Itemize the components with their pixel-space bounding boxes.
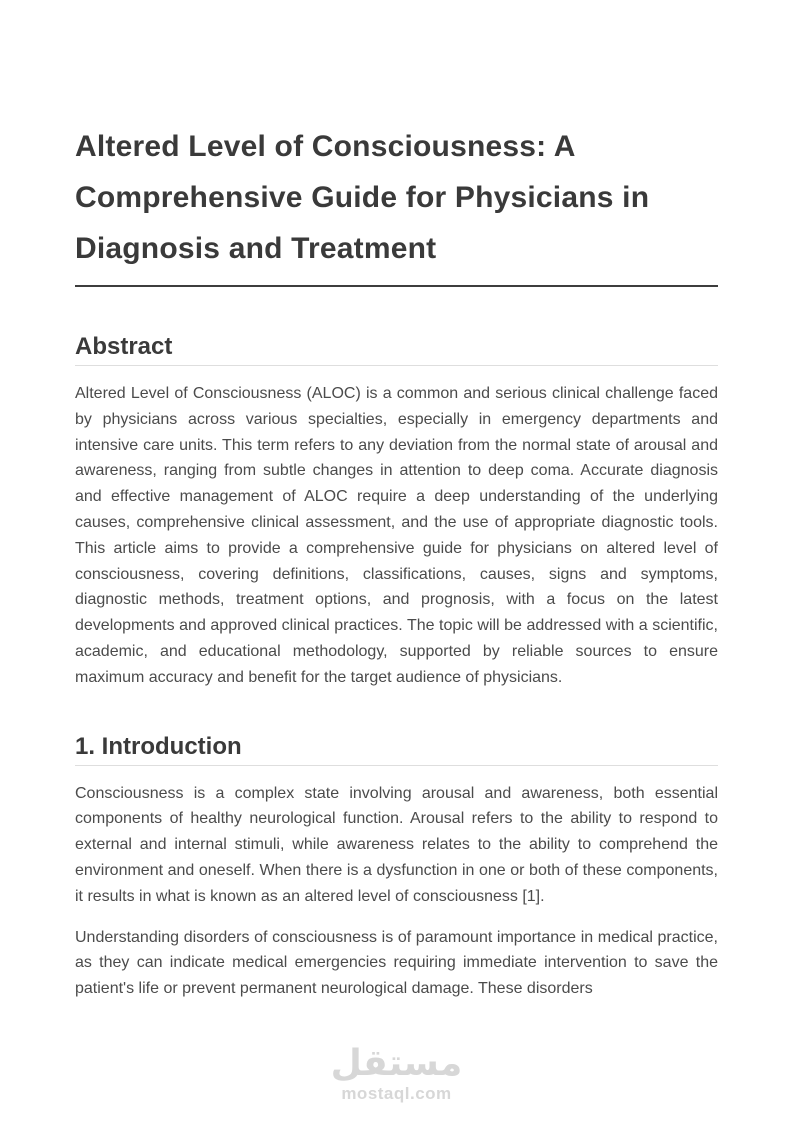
section-abstract [75, 329, 718, 691]
introduction-paragraph-1: Consciousness is a complex state involving arousal and awareness, both essential components of healthy neurological function. Arousal refers to the ability to respond to external and internal stimuli, while awareness relates to the ability to comprehend the environment and oneself. When there is a dysfunction in one or both of these components, it results in what is known as an altered level of consciousness [1]. [75, 784, 718, 905]
mostaql-logo-arabic: مستقل [330, 1043, 463, 1084]
document-title: Altered Level of Consciousness: A Comprehensive Guide for Physicians in Diagnosis and Treatment [75, 130, 650, 265]
abstract-paragraph: Altered Level of Consciousness (ALOC) is a common and serious clinical challenge faced by physicians across various specialties, especially in emergency departments and intensive care units. This term refers to any deviation from the normal state of arousal and awareness, ranging from subtle changes in attention to deep coma. Accurate diagnosis and effective management of ALOC require a deep understanding of the underlying causes, comprehensive clinical assessment, and the use of appropriate diagnostic tools. This article aims to provide a comprehensive guide for physicians on altered level of consciousness, covering definitions, classifications, causes, signs and symptoms, diagnostic methods, treatment options, and prognosis, with a focus on the latest developments and approved clinical practices. The topic will be addressed with a scientific, academic, and educational methodology, supported by reliable sources to ensure maximum accuracy and benefit for the target audience of physicians. [75, 385, 718, 686]
title-divider [75, 285, 718, 287]
mostaql-domain-text: mostaql.com [341, 1084, 452, 1103]
introduction-heading: 1. Introduction [75, 729, 718, 766]
abstract-heading: Abstract [75, 329, 718, 366]
section-introduction [75, 729, 718, 1002]
introduction-paragraph-2: Understanding disorders of consciousness is of paramount importance in medical practice, as they can indicate medical emergencies requiring immediate intervention to save the patient's life or prevent permanent neurological damage. These disorders [75, 928, 718, 998]
mostaql-watermark [0, 1044, 793, 1103]
